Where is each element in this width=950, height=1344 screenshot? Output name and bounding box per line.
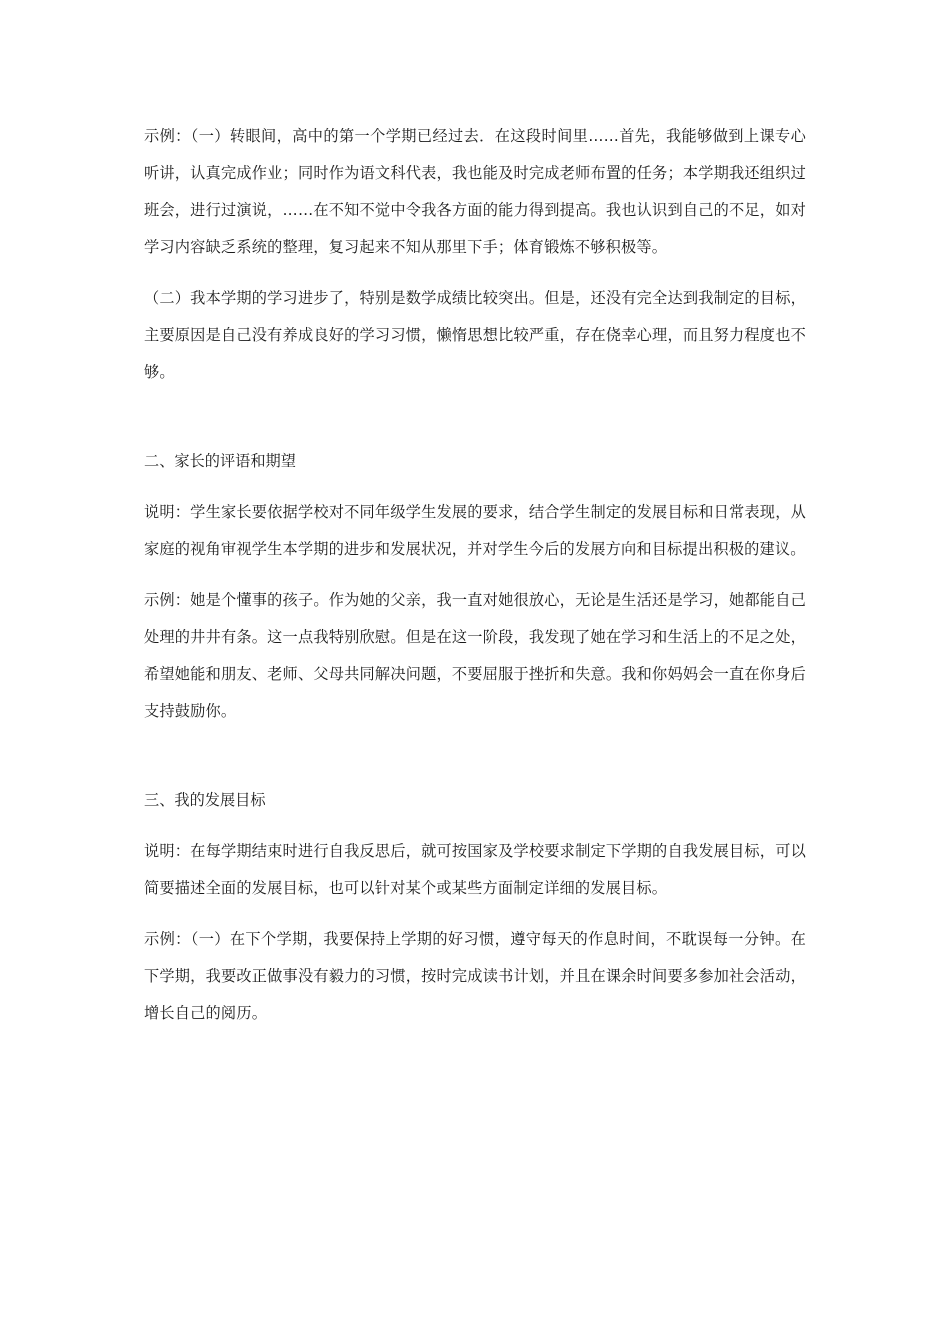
section3-explanation: 说明：在每学期结束时进行自我反思后，就可按国家及学校要求制定下学期的自我发展目标，可以简要描述全面的发展目标，也可以针对某个或某些方面制定详细的发展目标。 [144, 842, 806, 897]
section-spacer [144, 391, 806, 443]
section2-heading: 二、家长的评语和期望 [144, 452, 296, 470]
section3-example: 示例：（一）在下个学期，我要保持上学期的好习惯，遵守每天的作息时间，不耽误每一分钟。在下学期，我要改正做事没有毅力的习惯，按时完成读书计划，并且在课余时间要多参加社会活动，增长自己的阅历。 [144, 930, 806, 1022]
section-spacer [144, 730, 806, 782]
section1-example-1: 示例：（一）转眼间，高中的第一个学期已经过去．在这段时间里……首先，我能够做到上课专心听讲，认真完成作业；同时作为语文科代表，我也能及时完成老师布置的任务；本学期我还组织过班会，进行过演说，……在不知不觉中令我各方面的能力得到提高。我也认识到自己的不足，如对学习内容缺乏系统的整理，复习起来不知从那里下手；体育锻炼不够积极等。 [144, 127, 806, 256]
section2-example: 示例：她是个懂事的孩子。作为她的父亲，我一直对她很放心，无论是生活还是学习，她都能自己处理的井井有条。这一点我特别欣慰。但是在这一阶段，我发现了她在学习和生活上的不足之处，希望她能和朋友、老师、父母共同解决问题，不要屈服于挫折和失意。我和你妈妈会一直在你身后支持鼓励你。 [144, 591, 806, 720]
section2-explanation: 说明：学生家长要依据学校对不同年级学生发展的要求，结合学生制定的发展目标和日常表现，从家庭的视角审视学生本学期的进步和发展状况，并对学生今后的发展方向和目标提出积极的建议。 [144, 503, 806, 558]
section1-example-2: （二）我本学期的学习进步了，特别是数学成绩比较突出。但是，还没有完全达到我制定的目标，主要原因是自己没有养成良好的学习习惯，懒惰思想比较严重，存在侥幸心理，而且努力程度也不够。 [144, 289, 806, 381]
spacer [144, 819, 806, 833]
document-page [144, 118, 806, 1032]
spacer [144, 480, 806, 494]
spacer [144, 568, 806, 582]
section3-heading: 三、我的发展目标 [144, 791, 266, 809]
spacer [144, 907, 806, 921]
spacer [144, 266, 806, 280]
